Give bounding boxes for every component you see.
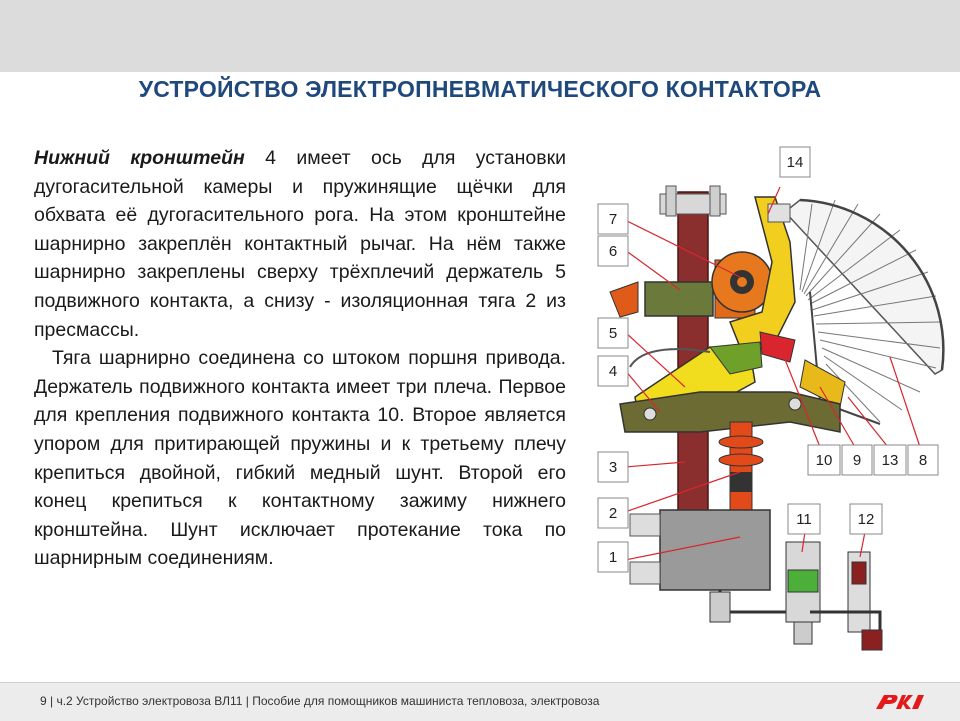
upper-bracket bbox=[645, 282, 713, 316]
footer-bar bbox=[0, 682, 960, 721]
svg-text:1: 1 bbox=[608, 549, 618, 566]
svg-text:2: 2 bbox=[608, 505, 618, 522]
callout-13 bbox=[874, 445, 906, 475]
callout-6 bbox=[598, 236, 628, 266]
svg-text:6: 6 bbox=[608, 243, 618, 260]
svg-text:9: 9 bbox=[852, 452, 862, 469]
callout-9 bbox=[842, 445, 872, 475]
svg-text:5: 5 bbox=[608, 325, 618, 342]
pneumatic-drive bbox=[630, 510, 805, 622]
svg-text:12: 12 bbox=[857, 511, 875, 528]
callout-7 bbox=[598, 204, 628, 234]
solenoid-valve bbox=[786, 542, 820, 644]
callout-8 bbox=[908, 445, 938, 475]
contactor-diagram bbox=[590, 142, 950, 667]
moving-contact bbox=[760, 332, 795, 362]
auxiliary-contacts bbox=[810, 552, 882, 650]
body-text bbox=[34, 144, 566, 573]
paragraph-1 bbox=[34, 144, 566, 344]
callout-3 bbox=[598, 452, 628, 482]
svg-text:8: 8 bbox=[918, 452, 928, 469]
svg-text:7: 7 bbox=[608, 211, 618, 228]
page-title: УСТРОЙСТВО ЭЛЕКТРОПНЕВМАТИЧЕСКОГО КОНТАКТОРА bbox=[138, 76, 822, 102]
footer-text: 9 | ч.2 Устройство электровоза ВЛ11 | Пособие для помощников машиниста тепловоза, электровоза bbox=[40, 694, 600, 708]
callout-12 bbox=[850, 504, 882, 534]
callout-11 bbox=[788, 504, 820, 534]
callout-14 bbox=[780, 147, 810, 177]
rzd-logo-icon bbox=[872, 689, 926, 715]
term-lower-bracket: Нижний кронштейн bbox=[34, 147, 245, 169]
callout-10 bbox=[808, 445, 840, 475]
svg-text:14: 14 bbox=[786, 154, 804, 171]
upper-horn bbox=[610, 282, 638, 317]
svg-text:11: 11 bbox=[796, 511, 812, 528]
paragraph-2: Тяга шарнирно соединена со штоком поршня привода. Держатель подвижного контакта имеет три плеча. Первое для крепления подвижного контакта 10. Второе является упором для притирающей пружины и к третьему плечу крепиться двойной, гибкий медный шунт. Второй его конец крепиться к контактному зажиму нижнего кронштейна. Шунт исключает протекание тока по шарнирным соединениям. bbox=[34, 347, 566, 570]
paragraph-1-text: 4 имеет ось для установки дугогасительной камеры и пружинящие щёчки для обхвата её дугогасительного рога. На этом кронштейне шарнирно закреплён контактный рычаг. На нём также шарнирно закреплены сверху трёхплечий держатель 5 подвижного контакта, а снизу - изоляционная тяга 2 из пресмассы. bbox=[34, 147, 567, 341]
svg-text:13: 13 bbox=[881, 452, 899, 469]
callout-4 bbox=[598, 356, 628, 386]
svg-text:4: 4 bbox=[608, 363, 618, 380]
svg-text:3: 3 bbox=[608, 459, 618, 476]
callout-5 bbox=[598, 318, 628, 348]
callout-1 bbox=[598, 542, 628, 572]
header-band bbox=[0, 0, 960, 72]
callout-2 bbox=[598, 498, 628, 528]
insulating-rod bbox=[719, 422, 763, 522]
svg-text:10: 10 bbox=[815, 452, 833, 469]
